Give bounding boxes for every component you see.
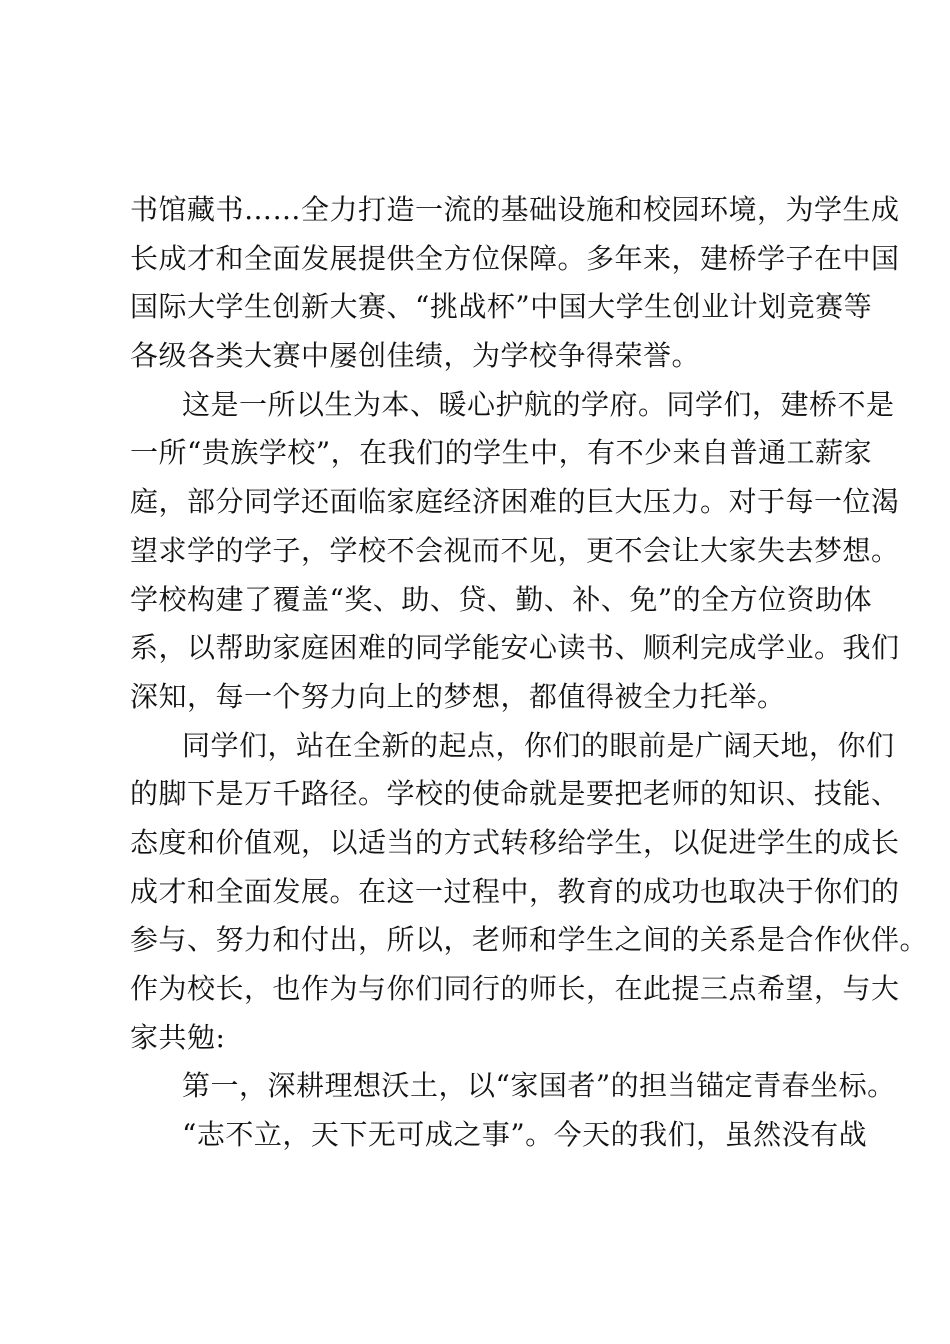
text-line: 一所“贵族学校”，在我们的学生中，有不少来自普通工薪家	[130, 436, 873, 470]
paragraph-start-line: “志不立，天下无可成之事”。今天的我们，虽然没有战	[182, 1118, 868, 1152]
paragraph-start-line: 这是一所以生为本、暖心护航的学府。同学们，建桥不是	[182, 387, 895, 421]
paragraph-start-line: 第一，深耕理想沃土，以“家国者”的担当锚定青春坐标。	[182, 1069, 896, 1103]
text-line: 望求学的学子，学校不会视而不见，更不会让大家失去梦想。	[130, 533, 900, 567]
text-line: 书馆藏书……全力打造一流的基础设施和校园环境，为学生成	[130, 193, 900, 226]
text-line: 各级各类大赛中屡创佳绩，为学校争得荣誉。	[130, 339, 701, 373]
text-line: 长成才和全面发展提供全方位保障。多年来，建桥学子在中国	[130, 241, 900, 275]
text-line: 学校构建了覆盖“奖、助、贷、勤、补、免”的全方位资助体	[130, 582, 873, 616]
text-line: 庭，部分同学还面临家庭经济困难的巨大压力。对于每一位渴	[130, 485, 900, 519]
paragraph-start-line: 同学们，站在全新的起点，你们的眼前是广阔天地，你们	[182, 728, 895, 762]
text-line: 系，以帮助家庭困难的同学能安心读书、顺利完成学业。我们	[130, 631, 900, 665]
text-line: 国际大学生创新大赛、“挑战杯”中国大学生创业计划竞赛等	[130, 290, 873, 324]
text-line: 深知，每一个努力向上的梦想，都值得被全力托举。	[130, 679, 786, 713]
text-line: 态度和价值观，以适当的方式转移给学生，以促进学生的成长	[130, 825, 900, 859]
text-line: 参与、努力和付出，所以，老师和学生之间的关系是合作伙伴。	[130, 923, 929, 957]
text-line: 作为校长，也作为与你们同行的师长，在此提三点希望，与大	[130, 972, 900, 1005]
text-line: 的脚下是万千路径。学校的使命就是要把老师的知识、技能、	[130, 777, 900, 811]
text-line: 成才和全面发展。在这一过程中，教育的成功也取决于你们的	[130, 874, 900, 908]
text-line: 家共勉:	[130, 1020, 226, 1054]
document-body	[130, 186, 929, 1160]
